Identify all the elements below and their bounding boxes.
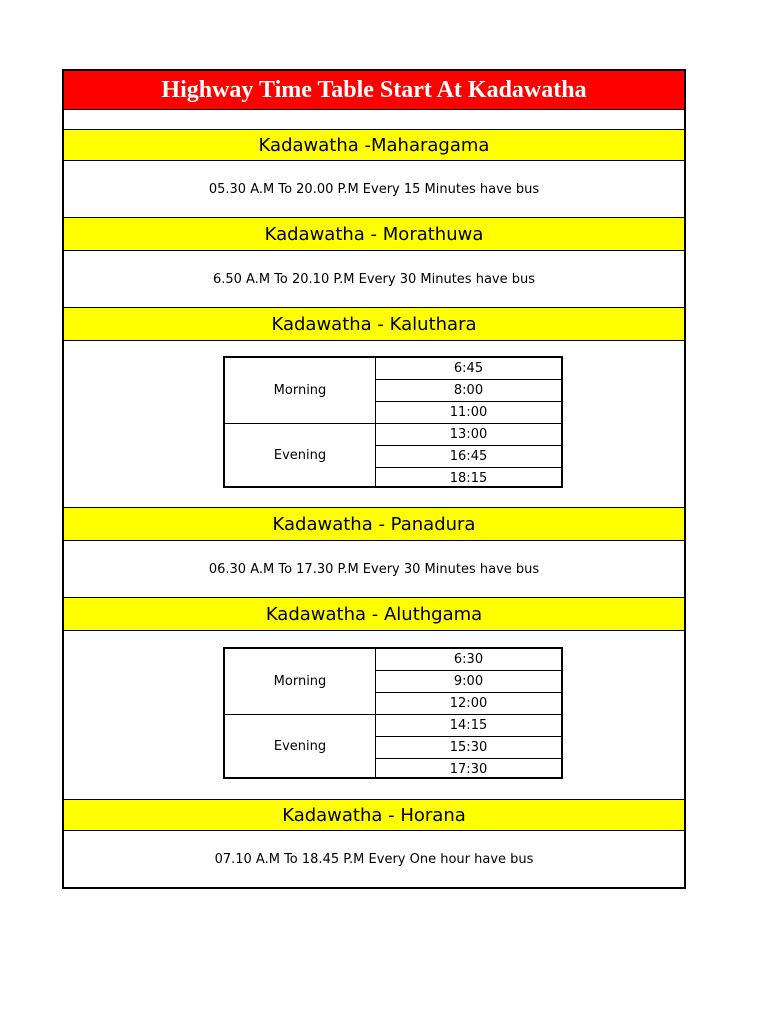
schedule-table-aluthgama (223, 647, 563, 779)
page-title: Highway Time Table Start At Kadawatha (64, 71, 684, 110)
route-info-morathuwa: 6.50 A.M To 20.10 P.M Every 30 Minutes have bus (212, 271, 536, 287)
time-cell: 6:30 (376, 649, 561, 671)
route-info-maharagama: 05.30 A.M To 20.00 P.M Every 15 Minutes have bus (208, 181, 540, 197)
time-cell: 6:45 (376, 358, 561, 380)
time-cell: 17:30 (449, 762, 488, 777)
route-info-panadura: 06.30 A.M To 17.30 P.M Every 30 Minutes have bus (208, 561, 540, 577)
timetable-sheet (62, 69, 686, 889)
time-cell: 11:00 (376, 402, 561, 424)
route-header-horana: Kadawatha - Horana (64, 799, 684, 831)
route-header-aluthgama: Kadawatha - Aluthgama (64, 597, 684, 631)
time-cell: 16:45 (376, 446, 561, 468)
period-evening: Evening (225, 715, 376, 777)
time-cell: 8:00 (376, 380, 561, 402)
time-cell: 18:15 (449, 471, 488, 486)
schedule-table-kaluthara (223, 356, 563, 488)
route-header-panadura: Kadawatha - Panadura (64, 507, 684, 541)
time-cell: 12:00 (376, 693, 561, 715)
route-info-horana: 07.10 A.M To 18.45 P.M Every One hour have bus (214, 851, 534, 867)
route-header-morathuwa: Kadawatha - Morathuwa (64, 217, 684, 251)
period-morning: Morning (225, 649, 376, 715)
route-header-maharagama: Kadawatha -Maharagama (64, 129, 684, 161)
time-cell: 14:15 (376, 715, 561, 737)
time-cell: 13:00 (376, 424, 561, 446)
period-morning: Morning (225, 358, 376, 424)
period-evening: Evening (225, 424, 376, 486)
time-cell: 15:30 (376, 737, 561, 759)
time-cell: 9:00 (376, 671, 561, 693)
route-header-kaluthara: Kadawatha - Kaluthara (64, 307, 684, 341)
